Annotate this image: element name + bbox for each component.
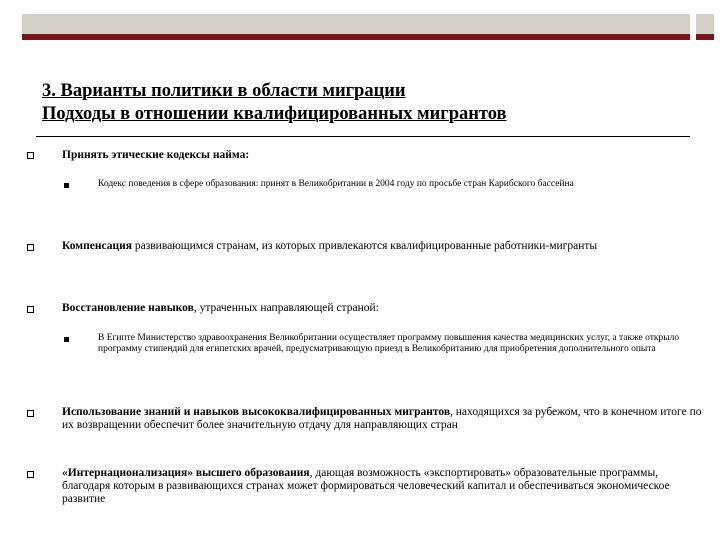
title-line-1: 3. Варианты политики в области миграции [42, 81, 406, 101]
header-accent-stripe [22, 34, 694, 40]
hollow-square-bullet-icon [27, 410, 34, 417]
item-bold: Использование знаний и навыков высококвалифицированных мигрантов [62, 406, 451, 418]
item-text: развивающимся странам, из которых привлекаются квалифицированные работники-мигранты [131, 240, 598, 252]
item-text: , находящихся за рубежом, что в конечном итоге по их возвращении обеспечит более значительную отдачу для направляющих стран [62, 406, 702, 431]
item-bold: «Интернационализация» высшего образования [62, 467, 310, 479]
hollow-square-bullet-icon [27, 306, 34, 313]
title-line-2: Подходы в отношении квалифицированных мигрантов [42, 104, 507, 124]
item-text: , дающая возможность «экспортировать» образовательные программы, благодаря которым в развивающихся странах может формироваться человеческий капитал и обеспечиваться экономическое развитие [62, 467, 670, 505]
title-divider [36, 136, 690, 137]
header-corner-accent [696, 34, 714, 40]
slide-title [42, 80, 682, 126]
list-item [62, 302, 682, 315]
item-bold: Компенсация [62, 240, 132, 252]
list-item [62, 240, 670, 253]
header-corner-square [696, 14, 714, 34]
hollow-square-bullet-icon [27, 471, 34, 478]
item-bold: Принять этические кодексы найма: [62, 149, 250, 161]
list-item [62, 406, 706, 432]
sub-list-item: Кодекс поведения в сфере образования: принят в Великобритании в 2004 году по просьбе стран Карибского бассейна [98, 179, 574, 189]
sub-list-item: В Египте Министерство здравоохранения Великобритании осуществляет программу повышения качества медицинских услуг, а также открыло программу стипендий для египетских врачей, предусматривающую приезд в Великобританию для приобретения дополнительного опыта [98, 333, 680, 354]
filled-square-bullet-icon [64, 337, 69, 342]
list-item [62, 467, 672, 506]
item-bold: Восстановление навыков [62, 302, 194, 314]
filled-square-bullet-icon [64, 183, 69, 188]
hollow-square-bullet-icon [27, 244, 34, 251]
hollow-square-bullet-icon [27, 152, 34, 159]
item-text: , утраченных направляющей страной: [193, 302, 379, 314]
list-item [62, 149, 682, 162]
